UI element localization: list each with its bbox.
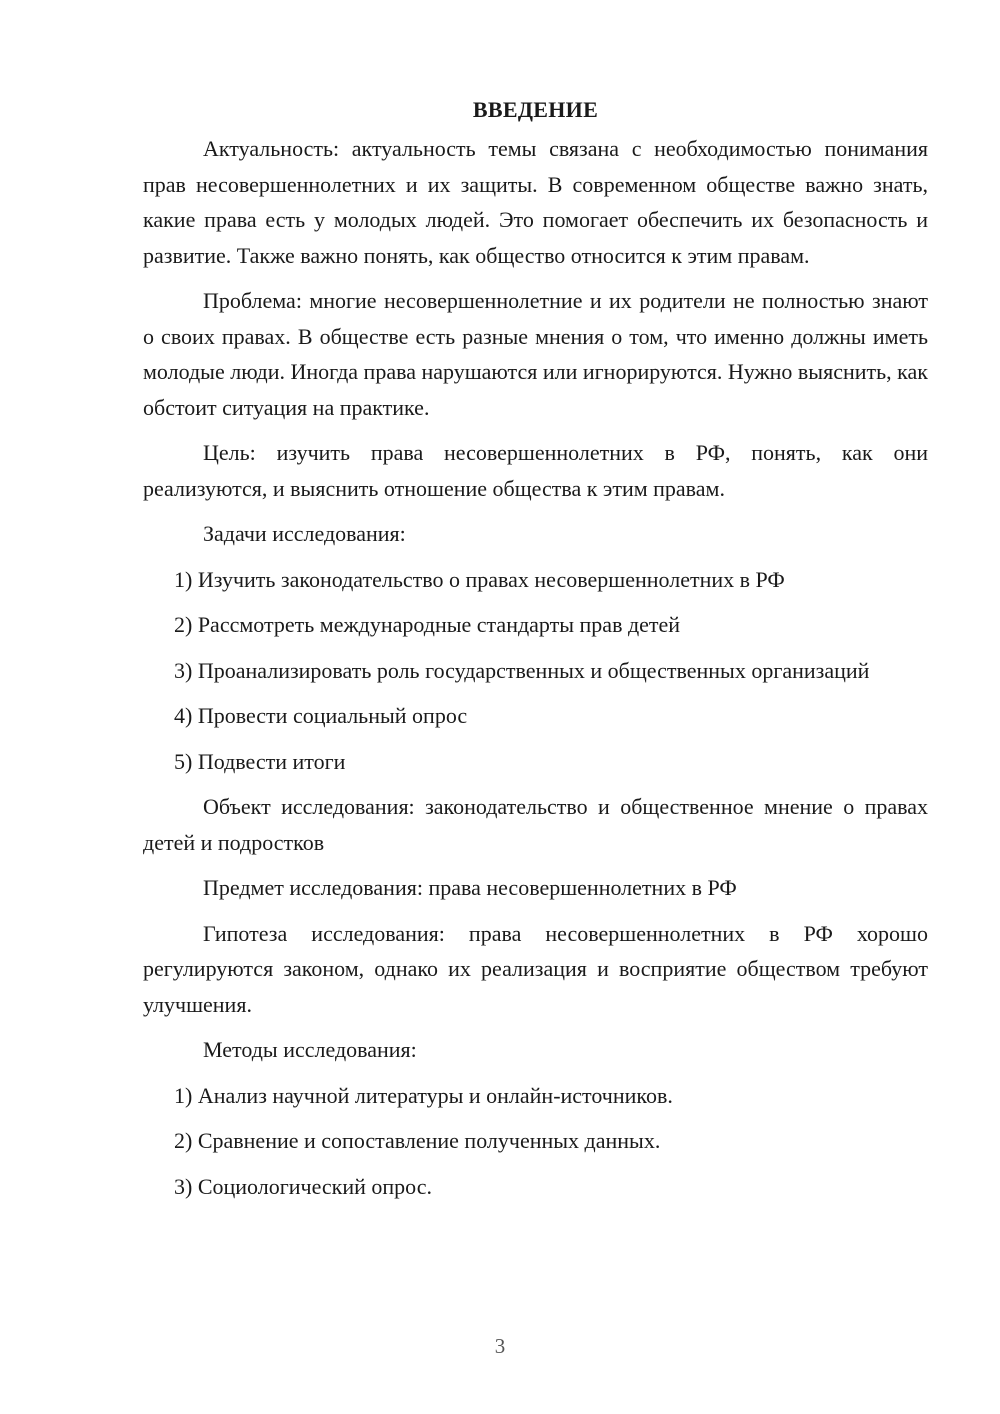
tasks-heading: Задачи исследования: xyxy=(203,521,406,546)
list-item: 2) Рассмотреть международные стандарты прав детей xyxy=(174,612,681,637)
paragraph-goal: Цель: изучить права несовершеннолетних в РФ, понять, как они реализуются, и выяснить отношение общества к этим правам. xyxy=(143,440,928,501)
list-item: 1) Изучить законодательство о правах несовершеннолетних в РФ xyxy=(174,566,785,592)
paragraph-object: Объект исследования: законодательство и общественное мнение о правах детей и подростков xyxy=(143,794,928,855)
list-item: 5) Подвести итоги xyxy=(174,748,346,774)
paragraph-problem: Проблема: многие несовершеннолетние и их родители не полностью знают о своих правах. В обществе есть разные мнения о том, что именно должны иметь молодые люди. Иногда права нарушаются или игнорируются. Нужно выяснить, как обстоит ситуация на практике. xyxy=(143,288,928,420)
tasks-list xyxy=(143,562,928,780)
list-item: 2) Сравнение и сопоставление полученных данных. xyxy=(174,1128,661,1153)
page-number: 3 xyxy=(494,1334,506,1358)
methods-heading: Методы исследования: xyxy=(203,1037,417,1062)
section-title: ВВЕДЕНИЕ xyxy=(472,97,599,122)
paragraph-relevance: Актуальность: актуальность темы связана с необходимостью понимания прав несовершеннолетних и их защиты. В современном обществе важно знать, какие права есть у молодых людей. Это помогает обеспечить их безопасность и развитие. Также важно понять, как общество относится к этим правам. xyxy=(143,136,928,268)
list-item: 3) Социологический опрос. xyxy=(174,1173,432,1199)
list-item: 3) Проанализировать роль государственных и общественных организаций xyxy=(174,657,870,683)
paragraph-hypothesis: Гипотеза исследования: права несовершеннолетних в РФ хорошо регулируются законом, однако их реализация и восприятие обществом требуют улучшения. xyxy=(143,920,928,1017)
document-page xyxy=(143,92,928,1214)
list-item: 4) Провести социальный опрос xyxy=(174,703,468,728)
list-item: 1) Анализ научной литературы и онлайн-источников. xyxy=(174,1082,673,1108)
paragraph-subject: Предмет исследования: права несовершеннолетних в РФ xyxy=(203,875,737,900)
methods-list xyxy=(143,1078,928,1205)
